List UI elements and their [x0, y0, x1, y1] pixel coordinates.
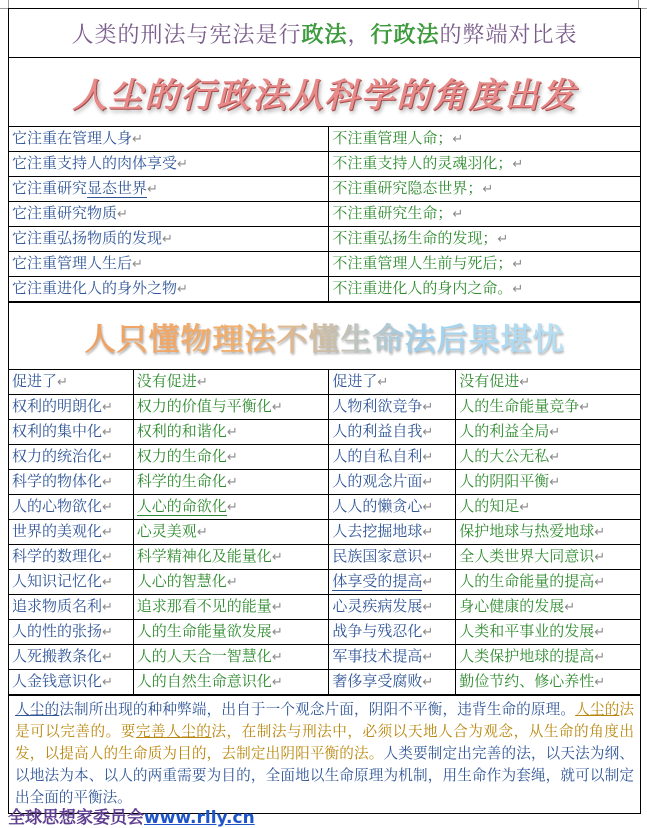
paragraph-mark-icon: ↵ — [102, 550, 113, 565]
cell-focus — [9, 252, 329, 277]
column-header — [9, 370, 133, 395]
cell-text: 人的利益全局 — [459, 422, 550, 440]
table-cell — [329, 595, 456, 620]
cell-text: 不注重管理人命； — [332, 129, 453, 147]
cell-neglect — [329, 127, 640, 152]
table-row — [9, 227, 640, 252]
table-cell — [9, 595, 133, 620]
table-cell — [133, 420, 329, 445]
cell-text: 它注重弘扬物质的发现 — [12, 229, 163, 247]
table-cell — [329, 645, 456, 670]
table-cell — [329, 620, 456, 645]
paragraph-mark-icon: ↵ — [422, 625, 434, 640]
table-cell — [9, 520, 133, 545]
cell-text: 人的大公无私 — [459, 447, 550, 465]
paragraph-mark-icon: ↵ — [271, 650, 283, 665]
paragraph-mark-icon: ↵ — [422, 500, 434, 515]
table-cell — [329, 520, 456, 545]
cell-text: 不注重进化人的身内之命。 — [332, 279, 513, 297]
paragraph-mark-icon: ↵ — [102, 675, 113, 690]
title-part-3: ， — [347, 22, 371, 48]
table-row — [9, 127, 640, 152]
table-row — [9, 395, 640, 420]
cell-text: 不注重研究隐态世界； — [332, 179, 483, 197]
paragraph-mark-icon: ↵ — [422, 525, 434, 540]
cell-neglect — [329, 252, 640, 277]
table-cell — [133, 495, 329, 520]
cell-neglect — [329, 227, 640, 252]
paragraph-mark-icon: ↵ — [271, 625, 283, 640]
paragraph-mark-icon: ↵ — [102, 600, 113, 615]
table-row — [9, 570, 640, 595]
paragraph-mark-icon: ↵ — [422, 650, 434, 665]
paragraph-mark-icon: ↵ — [549, 475, 561, 490]
cell-text: 不注重弘扬生命的发现； — [332, 229, 498, 247]
paragraph-mark-icon: ↵ — [102, 400, 113, 415]
title-part-5: 的弊端对比表 — [439, 22, 578, 48]
banner2-text: 人只懂物理法不懂生命法后果堪忧 — [85, 314, 565, 359]
cell-text: 权利的集中化 — [12, 422, 103, 440]
paragraph-mark-icon: ↵ — [117, 207, 128, 222]
title-part-4: 行政法 — [370, 22, 440, 48]
table-row — [9, 252, 640, 277]
table-header-row — [9, 370, 640, 395]
paragraph-mark-icon: ↵ — [422, 575, 434, 590]
table-cell — [456, 445, 640, 470]
paragraph-mark-icon: ↵ — [422, 400, 434, 415]
cell-text: 人死搬教条化 — [12, 647, 103, 665]
table-cell — [329, 545, 456, 570]
cell-text: 科学的生命化 — [136, 472, 227, 490]
table-cell — [456, 420, 640, 445]
cell-text: 不注重管理人生前与死后； — [332, 254, 513, 272]
cell-text: 人去挖掘地球 — [332, 522, 423, 540]
table-cell — [9, 670, 133, 695]
table-cell — [133, 670, 329, 695]
paragraph-mark-icon: ↵ — [422, 600, 434, 615]
paragraph-mark-icon: ↵ — [226, 425, 238, 440]
cell-text: 促进了 — [332, 372, 378, 390]
paragraph-mark-icon: ↵ — [422, 450, 434, 465]
paragraph-mark-icon: ↵ — [497, 232, 509, 247]
para-s3: 法，在制法与刑法中，必须以天地人合为观念，从生命的角度出发，以提高人的生命质为目的，去制定出阴阳平衡的法。 — [15, 723, 634, 762]
cell-focus — [9, 152, 329, 177]
table-cell — [329, 420, 456, 445]
cell-text: 没有促进 — [459, 372, 520, 390]
cell-focus — [9, 227, 329, 252]
paragraph-mark-icon: ↵ — [594, 575, 606, 590]
cell-text: 人的自私自利 — [332, 447, 423, 465]
paragraph-mark-icon: ↵ — [271, 600, 283, 615]
paragraph-mark-icon: ↵ — [57, 375, 68, 390]
table-promoted-vs-not — [9, 370, 640, 695]
paragraph-mark-icon: ↵ — [512, 157, 524, 172]
table-row — [9, 177, 640, 202]
para-s2-underlined: 人尘的 — [575, 701, 620, 718]
title-part-2: 政法 — [301, 22, 348, 48]
cell-text: 人的生命能量欲发展 — [136, 622, 272, 640]
paragraph-mark-icon: ↵ — [549, 450, 561, 465]
table-cell — [329, 395, 456, 420]
title-part-1: 人类的刑法与宪法是行 — [71, 22, 302, 48]
paragraph-mark-icon: ↵ — [271, 400, 283, 415]
footer-url-link[interactable]: www.rlly.cn — [144, 808, 255, 828]
footer-credit — [8, 803, 255, 828]
paragraph-mark-icon: ↵ — [594, 525, 606, 540]
table-row — [9, 645, 640, 670]
paragraph-mark-icon: ↵ — [549, 425, 561, 440]
paragraph-mark-icon: ↵ — [271, 550, 283, 565]
cell-text: 人的知足 — [459, 497, 520, 515]
column-header — [329, 370, 456, 395]
cell-text: 促进了 — [12, 372, 58, 390]
table-row — [9, 520, 640, 545]
cell-text: 保护地球与热爱地球 — [459, 522, 595, 540]
cell-text: 人的生命能量的提高 — [459, 572, 595, 590]
paragraph-mark-icon: ↵ — [377, 375, 389, 390]
table-cell — [9, 470, 133, 495]
table-row — [9, 202, 640, 227]
cell-text: 追求那看不见的能量 — [136, 597, 272, 615]
table-cell — [133, 445, 329, 470]
cell-neglect — [329, 177, 640, 202]
table-cell — [456, 395, 640, 420]
cell-text: 权力的价值与平衡化 — [136, 397, 272, 415]
paragraph-mark-icon: ↵ — [226, 500, 238, 515]
table-row — [9, 545, 640, 570]
paragraph-mark-icon: ↵ — [147, 182, 158, 197]
table-row — [9, 620, 640, 645]
table-cell — [9, 395, 133, 420]
paragraph-mark-icon: ↵ — [271, 675, 283, 690]
cell-text: 人的人天合一智慧化 — [136, 647, 272, 665]
table-cell — [9, 445, 133, 470]
paragraph-mark-icon: ↵ — [226, 450, 238, 465]
table-cell — [329, 570, 456, 595]
table-cell — [133, 395, 329, 420]
table-cell — [9, 495, 133, 520]
table-cell — [9, 570, 133, 595]
cell-neglect — [329, 277, 640, 302]
cell-text: 它注重研究物质 — [12, 204, 118, 222]
para-s2: 法是可以完善的。要 — [15, 701, 634, 740]
cell-text: 它注重研究 — [12, 179, 88, 197]
cell-text: 它注重支持人的肉体享受 — [12, 154, 178, 172]
paragraph-mark-icon: ↵ — [102, 450, 113, 465]
table-cell — [456, 620, 640, 645]
cell-text: 科学的数理化 — [12, 547, 103, 565]
cell-text: 全人类世界大同意识 — [459, 547, 595, 565]
table-cell — [9, 545, 133, 570]
cell-text: 人的性的张扬 — [12, 622, 103, 640]
cell-text: 人的自然生命意识化 — [136, 672, 272, 690]
page-title — [9, 9, 640, 58]
column-header — [133, 370, 329, 395]
cell-text: 人心的命欲化 — [136, 497, 227, 515]
cell-text: 勤俭节约、修心养性 — [459, 672, 595, 690]
comparison-sheet — [8, 8, 641, 814]
para-s3-underlined: 完善人尘的 — [135, 723, 212, 740]
table-cell — [456, 520, 640, 545]
cell-text: 身心健康的发展 — [459, 597, 565, 615]
para-s1: 法制所出现的种种弊端，出自于一个观念片面，阴阳不平衡，违背生命的原理。 — [59, 701, 576, 718]
table-row — [9, 670, 640, 695]
paragraph-mark-icon: ↵ — [177, 282, 188, 297]
paragraph-mark-icon: ↵ — [519, 375, 531, 390]
cell-text: 它注重管理人生后 — [12, 254, 133, 272]
cell-text: 权利的明朗化 — [12, 397, 103, 415]
table-focus-comparison — [9, 127, 640, 302]
table-cell — [133, 470, 329, 495]
cell-focus — [9, 202, 329, 227]
paragraph-mark-icon: ↵ — [594, 675, 606, 690]
cell-text: 世界的美观化 — [12, 522, 103, 540]
cell-text: 人人的懒贪心 — [332, 497, 423, 515]
paragraph-mark-icon: ↵ — [512, 282, 524, 297]
table-cell — [456, 645, 640, 670]
cell-text: 人金钱意识化 — [12, 672, 103, 690]
table-cell — [9, 620, 133, 645]
cell-text: 它注重进化人的身外之物 — [12, 279, 178, 297]
cell-text: 军事技术提高 — [332, 647, 423, 665]
paragraph-mark-icon: ↵ — [102, 650, 113, 665]
paragraph-mark-icon: ↵ — [422, 475, 434, 490]
table-cell — [133, 570, 329, 595]
table-cell — [133, 620, 329, 645]
paragraph-mark-icon: ↵ — [422, 675, 434, 690]
table-row — [9, 595, 640, 620]
cell-text: 人的心物欲化 — [12, 497, 103, 515]
paragraph-mark-icon: ↵ — [132, 132, 143, 147]
cell-text: 人的阴阳平衡 — [459, 472, 550, 490]
paragraph-mark-icon: ↵ — [102, 575, 113, 590]
cell-text: 科学精神化及能量化 — [136, 547, 272, 565]
para-s4: 人类要制定出完善的法，以天法为纲、以地法为本、以人的两重需要为目的，全面地以生命原理为机制，用生命作为套绳，就可以制定出全面的平衡法。 — [15, 745, 634, 806]
cell-text: 权力的生命化 — [136, 447, 227, 465]
cell-text: 科学的物体化 — [12, 472, 103, 490]
table-cell — [9, 420, 133, 445]
cell-text: 心灵美观 — [136, 522, 197, 540]
paragraph-mark-icon: ↵ — [422, 425, 434, 440]
cell-text: 人物利欲竞争 — [332, 397, 423, 415]
cell-text: 追求物质名利 — [12, 597, 103, 615]
paragraph-mark-icon: ↵ — [226, 575, 238, 590]
column-header — [456, 370, 640, 395]
paragraph-mark-icon: ↵ — [422, 550, 434, 565]
table-cell — [329, 445, 456, 470]
summary-paragraph — [9, 695, 640, 813]
cell-neglect — [329, 202, 640, 227]
cell-text: 人类保护地球的提高 — [459, 647, 595, 665]
paragraph-mark-icon: ↵ — [162, 232, 173, 247]
table-cell — [456, 595, 640, 620]
cell-text: 战争与残忍化 — [332, 622, 423, 640]
table-cell — [9, 645, 133, 670]
banner1-text: 人尘的行政法从科学的角度出发 — [72, 75, 577, 116]
cell-text: 人知识记忆化 — [12, 572, 103, 590]
table-row — [9, 152, 640, 177]
paragraph-mark-icon: ↵ — [102, 425, 113, 440]
cell-focus — [9, 277, 329, 302]
paragraph-mark-icon: ↵ — [594, 550, 606, 565]
table-row — [9, 277, 640, 302]
paragraph-mark-icon: ↵ — [519, 500, 531, 515]
paragraph-mark-icon: ↵ — [102, 475, 113, 490]
table-cell — [329, 670, 456, 695]
cell-text: 人的生命能量竞争 — [459, 397, 580, 415]
paragraph-mark-icon: ↵ — [102, 625, 113, 640]
cell-text: 人的利益自我 — [332, 422, 423, 440]
table-row — [9, 495, 640, 520]
cell-focus — [9, 177, 329, 202]
paragraph-mark-icon: ↵ — [196, 375, 208, 390]
cell-text: 人心的智慧化 — [136, 572, 227, 590]
table-row — [9, 420, 640, 445]
paragraph-mark-icon: ↵ — [594, 650, 606, 665]
cell-focus — [9, 127, 329, 152]
table-cell — [133, 645, 329, 670]
table-cell — [456, 570, 640, 595]
cell-text: 人类和平事业的发展 — [459, 622, 595, 640]
paragraph-mark-icon: ↵ — [452, 132, 464, 147]
cell-text: 没有促进 — [136, 372, 197, 390]
banner-physics-vs-life-law — [9, 302, 640, 370]
cell-text: 它注重在管理人身 — [12, 129, 133, 147]
paragraph-mark-icon: ↵ — [102, 500, 113, 515]
paragraph-mark-icon: ↵ — [482, 182, 494, 197]
table-cell — [329, 470, 456, 495]
banner-science-perspective — [9, 58, 640, 127]
paragraph-mark-icon: ↵ — [196, 525, 208, 540]
paragraph-mark-icon: ↵ — [512, 257, 524, 272]
paragraph-mark-icon: ↵ — [102, 525, 113, 540]
table-cell — [456, 470, 640, 495]
table-cell — [133, 545, 329, 570]
cell-text: 人的观念片面 — [332, 472, 423, 490]
table-cell — [133, 520, 329, 545]
table-cell — [456, 670, 640, 695]
paragraph-mark-icon: ↵ — [594, 625, 606, 640]
table-row — [9, 470, 640, 495]
cell-text: 心灵疾病发展 — [332, 597, 423, 615]
table-cell — [329, 495, 456, 520]
table-cell — [456, 545, 640, 570]
paragraph-mark-icon: ↵ — [564, 600, 576, 615]
cell-text: 不注重支持人的灵魂羽化； — [332, 154, 513, 172]
paragraph-mark-icon: ↵ — [452, 207, 464, 222]
paragraph-mark-icon: ↵ — [177, 157, 188, 172]
cell-text: 权利的和谐化 — [136, 422, 227, 440]
table-cell — [133, 595, 329, 620]
paragraph-mark-icon: ↵ — [132, 257, 143, 272]
cell-text: 体享受的提高 — [332, 572, 423, 590]
cell-text: 不注重研究生命； — [332, 204, 453, 222]
cell-text: 权力的统治化 — [12, 447, 103, 465]
table-cell — [456, 495, 640, 520]
para-s1-underlined: 人尘的 — [15, 701, 60, 718]
table-row — [9, 445, 640, 470]
footer-org: 全球思想家委员会 — [8, 808, 144, 828]
cell-text: 民族国家意识 — [332, 547, 423, 565]
paragraph-mark-icon: ↵ — [579, 400, 591, 415]
cell-neglect — [329, 152, 640, 177]
paragraph-mark-icon: ↵ — [226, 475, 238, 490]
cell-text: 奢侈享受腐败 — [332, 672, 423, 690]
cell-text-underlined: 显态世界 — [87, 179, 148, 197]
